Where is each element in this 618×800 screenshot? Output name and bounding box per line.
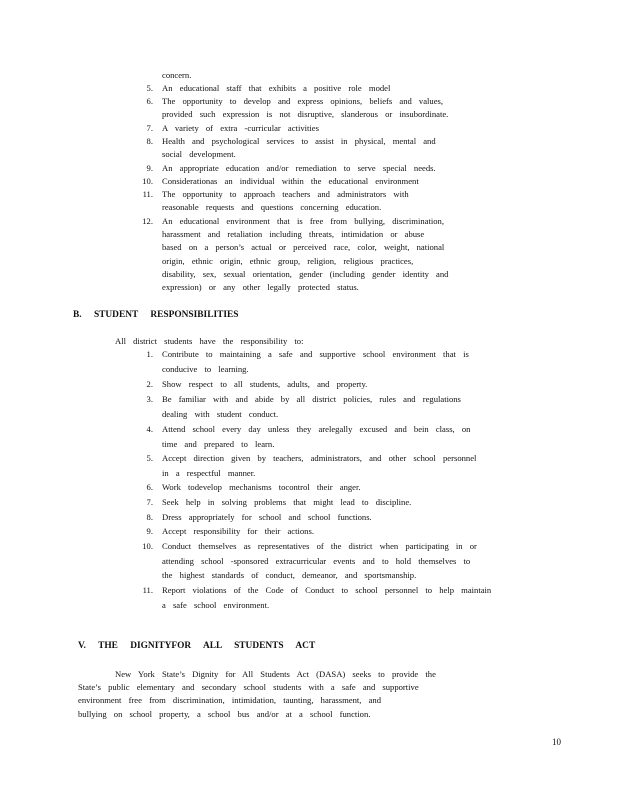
page-number: 10 <box>552 737 561 747</box>
list-item-number: 7. <box>146 123 153 133</box>
paragraph-line: State’s public elementary and secondary school students with a safe and supportive <box>78 682 419 692</box>
list-item-number: 11. <box>142 585 153 595</box>
section-heading: B. STUDENT RESPONSIBILITIES <box>73 310 239 320</box>
section-heading: V. THE DIGNITYFOR ALL STUDENTS ACT <box>78 641 316 651</box>
list-item-number: 5. <box>146 83 153 93</box>
paragraph-line: environment free from discrimination, intimidation, taunting, harassment, and <box>78 695 382 705</box>
paragraph-line: bullying on school property, a school bus and/or at a school function. <box>78 709 371 719</box>
list-item-text: based on a person’s actual or perceived race, color, weight, national <box>162 242 445 253</box>
list-item-text: Report violations of the Code of Conduct to school personnel to help maintain <box>162 585 492 595</box>
list-item-text: a safe school environment. <box>162 599 270 610</box>
continuation-line: concern. <box>162 70 192 80</box>
list-item-text: social development. <box>162 149 236 160</box>
list-item-number: 10. <box>142 176 153 186</box>
list-item-text: Dress appropriately for school and school functions. <box>162 512 372 522</box>
list-item-text: Attend school every day unless they arelegally excused and bein class, on <box>162 424 471 434</box>
list-item-number: 11. <box>142 189 153 199</box>
list-item-number: 9. <box>146 163 153 173</box>
list-item-text: disability, sex, sexual orientation, gender (including gender identity and <box>162 268 449 279</box>
list-item-number: 3. <box>146 394 153 404</box>
list-item-text: conducive to learning. <box>162 363 249 374</box>
list-item-text: An appropriate education and/or remediation to serve special needs. <box>162 163 436 173</box>
list-item-text: Conduct themselves as representatives of the district when participating in or <box>162 541 477 551</box>
list-item-number: 5. <box>146 453 153 463</box>
list-item-text: Contribute to maintaining a safe and supportive school environment that is <box>162 349 469 359</box>
list-item-text: An educational environment that is free from bullying, discrimination, <box>162 216 444 226</box>
list-item-text: Show respect to all students, adults, and property. <box>162 379 368 389</box>
list-item-text: attending school -sponsored extracurricular events and to hold themselves to <box>162 555 471 566</box>
list-item-number: 12. <box>142 216 153 226</box>
list-item-text: Accept direction given by teachers, administrators, and other school personnel <box>162 453 477 463</box>
list-item-text: An educational staff that exhibits a positive role model <box>162 83 391 93</box>
section-intro: All district students have the responsibility to: <box>115 336 304 346</box>
list-item-text: The opportunity to develop and express opinions, beliefs and values, <box>162 96 444 106</box>
paragraph-line: New York State’s Dignity for All Students Act (DASA) seeks to provide the <box>115 669 436 679</box>
list-item-text: Health and psychological services to assist in physical, mental and <box>162 136 436 146</box>
list-item-text: Work todevelop mechanisms tocontrol their anger. <box>162 482 361 492</box>
list-item-number: 10. <box>142 541 153 551</box>
list-item-number: 4. <box>146 424 153 434</box>
list-item-text: Be familiar with and abide by all district policies, rules and regulations <box>162 394 461 404</box>
list-item-text: reasonable requests and questions concerning education. <box>162 202 382 213</box>
list-item-text: Considerationas an individual within the educational environment <box>162 176 419 186</box>
list-item-text: The opportunity to approach teachers and administrators with <box>162 189 409 199</box>
list-item-text: the highest standards of conduct, demeanor, and sportsmanship. <box>162 570 417 580</box>
list-item-text: dealing with student conduct. <box>162 408 279 419</box>
list-item-text: harassment and retaliation including threats, intimidation or abuse <box>162 229 425 240</box>
list-item-number: 8. <box>146 136 153 146</box>
list-item-text: origin, ethnic origin, ethnic group, religion, religious practices, <box>162 255 414 266</box>
list-item-number: 9. <box>146 526 153 536</box>
list-item-number: 7. <box>146 497 153 507</box>
list-item-number: 2. <box>146 379 153 389</box>
list-item-text: A variety of extra -curricular activities <box>162 123 319 133</box>
list-item-number: 6. <box>146 96 153 106</box>
list-item-text: Seek help in solving problems that might lead to discipline. <box>162 497 412 507</box>
list-item-text: provided such expression is not disruptive, slanderous or insubordinate. <box>162 109 449 120</box>
list-item-text: time and prepared to learn. <box>162 438 275 449</box>
list-item-text: expression) or any other legally protected status. <box>162 282 359 292</box>
list-item-text: in a respectful manner. <box>162 467 256 478</box>
list-item-number: 1. <box>146 349 153 359</box>
list-item-number: 6. <box>146 482 153 492</box>
list-item-text: Accept responsibility for their actions. <box>162 526 314 536</box>
list-item-number: 8. <box>146 512 153 522</box>
